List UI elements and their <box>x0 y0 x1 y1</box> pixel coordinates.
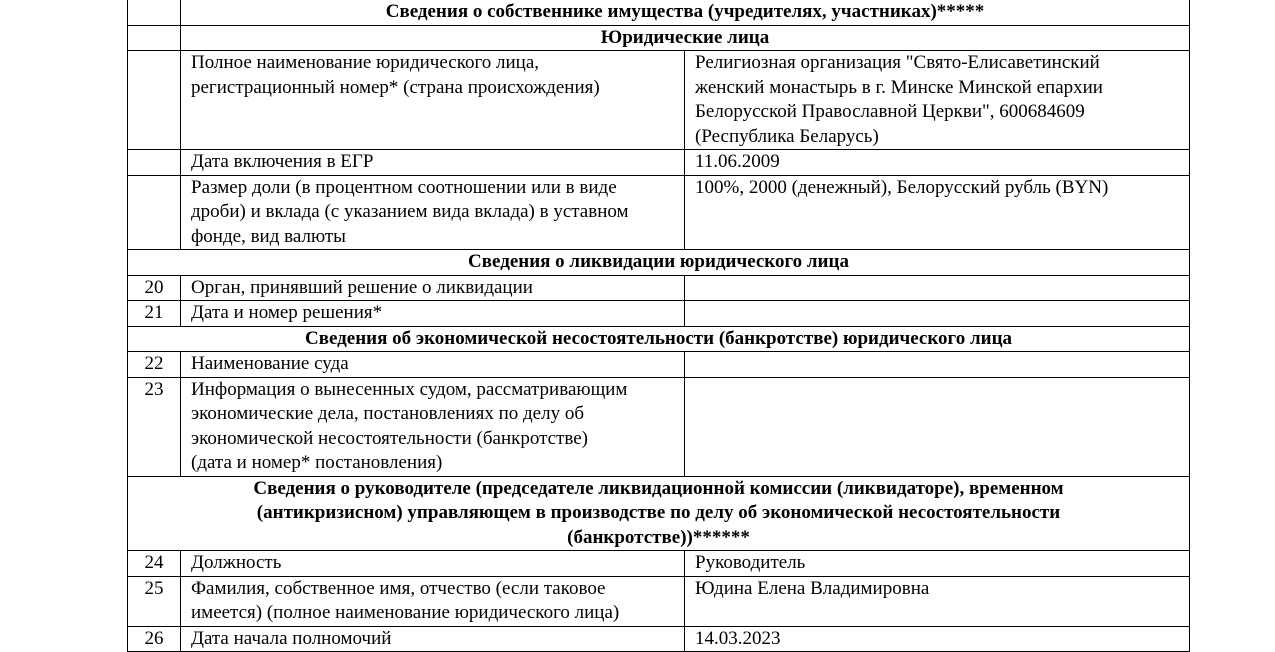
field-value <box>685 301 1190 327</box>
field-value <box>685 377 1190 476</box>
section-header-row <box>128 0 1190 25</box>
table-row <box>128 301 1190 327</box>
field-value: 100%, 2000 (денежный), Белорусский рубль (BYN) <box>685 175 1190 250</box>
table-row <box>128 51 1190 150</box>
row-number: 26 <box>128 626 181 652</box>
section-title: Сведения о руководителе (председателе ликвидационной комиссии (ликвидаторе), временном (антикризисном) управляющем в производстве по делу об экономической несостоятельности (банкротстве))****** <box>128 476 1190 551</box>
section-title: Сведения о собственнике имущества (учредителях, участниках)***** <box>181 0 1190 25</box>
table-row <box>128 175 1190 250</box>
table-row <box>128 377 1190 476</box>
section-title: Сведения о ликвидации юридического лица <box>128 250 1190 276</box>
section-title: Юридические лица <box>181 25 1190 51</box>
field-label: Информация о вынесенных судом, рассматривающим экономические дела, постановлениях по делу об экономической несостоятельности (банкротстве) (дата и номер* постановления) <box>181 377 685 476</box>
table-row <box>128 551 1190 577</box>
field-value: Юдина Елена Владимировна <box>685 576 1190 626</box>
table-row <box>128 576 1190 626</box>
field-value: Религиозная организация "Свято-Елисаветинский женский монастырь в г. Минске Минской епархии Белорусской Православной Церкви", 600684609 (Республика Беларусь) <box>685 51 1190 150</box>
field-label: Дата начала полномочий <box>181 626 685 652</box>
registry-extract-table <box>127 0 1190 652</box>
row-number: 22 <box>128 352 181 378</box>
section-header-row <box>128 25 1190 51</box>
row-number <box>128 175 181 250</box>
registry-table-body <box>128 0 1190 652</box>
row-number <box>128 150 181 176</box>
row-number <box>128 0 181 25</box>
row-number <box>128 25 181 51</box>
field-value <box>685 352 1190 378</box>
section-header-row <box>128 476 1190 551</box>
field-label: Наименование суда <box>181 352 685 378</box>
section-header-row <box>128 250 1190 276</box>
field-label: Фамилия, собственное имя, отчество (если таковое имеется) (полное наименование юридического лица) <box>181 576 685 626</box>
table-row <box>128 150 1190 176</box>
field-value: 11.06.2009 <box>685 150 1190 176</box>
field-label: Полное наименование юридического лица, регистрационный номер* (страна происхождения) <box>181 51 685 150</box>
field-label: Должность <box>181 551 685 577</box>
row-number: 24 <box>128 551 181 577</box>
section-header-row <box>128 326 1190 352</box>
field-value: 14.03.2023 <box>685 626 1190 652</box>
row-number: 20 <box>128 275 181 301</box>
row-number: 25 <box>128 576 181 626</box>
section-title: Сведения об экономической несостоятельности (банкротстве) юридического лица <box>128 326 1190 352</box>
table-row <box>128 275 1190 301</box>
row-number: 21 <box>128 301 181 327</box>
field-label: Дата и номер решения* <box>181 301 685 327</box>
field-value <box>685 275 1190 301</box>
field-label: Размер доли (в процентном соотношении или в виде дроби) и вклада (с указанием вида вклада) в уставном фонде, вид валюты <box>181 175 685 250</box>
field-label: Дата включения в ЕГР <box>181 150 685 176</box>
table-row <box>128 352 1190 378</box>
row-number: 23 <box>128 377 181 476</box>
row-number <box>128 51 181 150</box>
field-label: Орган, принявший решение о ликвидации <box>181 275 685 301</box>
table-row <box>128 626 1190 652</box>
field-value: Руководитель <box>685 551 1190 577</box>
